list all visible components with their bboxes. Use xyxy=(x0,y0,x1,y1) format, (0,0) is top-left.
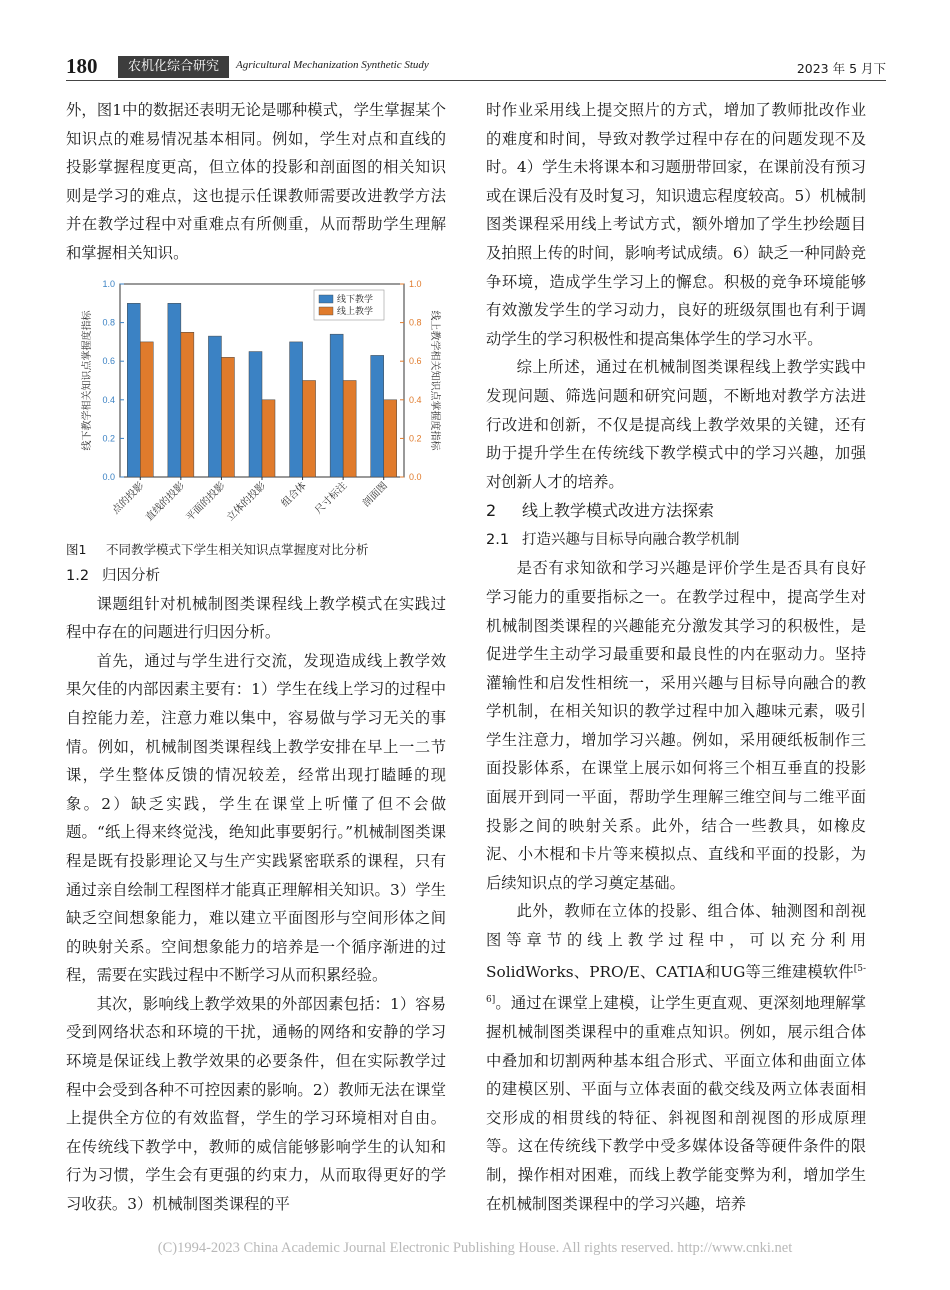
section-title: 打造兴趣与目标导向融合教学机制 xyxy=(522,532,740,549)
copyright-footer: (C)1994-2023 China Academic Journal Electronic Publishing House. All rights reserved. http://www.cnki.net xyxy=(157,1240,793,1256)
x-tick-label: 立体的投影 xyxy=(224,479,269,524)
bar-online xyxy=(181,332,194,477)
figure-1 xyxy=(66,274,446,536)
y-tick-label-left: 0.2 xyxy=(102,432,115,443)
y-tick-label-left: 1.0 xyxy=(102,278,115,289)
y-tick-label-right: 1.0 xyxy=(409,278,422,289)
bar-online xyxy=(262,399,275,476)
page-number: 180 xyxy=(66,54,98,78)
bar-online xyxy=(303,380,316,477)
legend-swatch xyxy=(319,307,333,315)
paragraph-text: 。通过在课堂上建模，让学生更直观、更深刻地理解掌握机械制图类课程中的重难点知识。例如，展示组合体中叠加和切割两种基本组合形式、平面立体和曲面立体的建模区别、平面与立体表面的截交线及两立体表面相交形成的相贯线的特征、斜视图和剖视图的形成原理等。这在传统线下教学中受多媒体设备等硬件条件的限制，操作相对困难，而线上教学能变弊为利，增加学生在机械制图类课程中的学习兴趣，培养 xyxy=(486,994,866,1213)
bar-offline xyxy=(290,341,303,476)
x-tick-label: 组合体 xyxy=(279,479,309,509)
x-tick-label: 点的投影 xyxy=(110,479,147,516)
y-tick-label-right: 0.0 xyxy=(409,471,422,482)
section-heading-2 xyxy=(486,496,866,526)
y-axis-label-left: 线下教学相关知识点掌握度指标 xyxy=(82,310,93,451)
paragraph: 课题组针对机械制图类课程线上教学模式在实践过程中存在的问题进行归因分析。 xyxy=(66,594,446,642)
y-tick-label-left: 0.0 xyxy=(102,471,115,482)
section-title: 线上教学模式改进方法探索 xyxy=(522,501,715,521)
bar-offline xyxy=(371,355,384,477)
legend-swatch xyxy=(319,295,333,303)
journal-name-en: Agricultural Mechanization Synthetic Study xyxy=(236,59,429,71)
y-tick-label-right: 0.2 xyxy=(409,432,422,443)
section-number: 2.1 xyxy=(486,532,510,549)
y-axis-label-right: 线上教学相关知识点掌握度指标 xyxy=(429,310,440,451)
y-tick-label-right: 0.8 xyxy=(409,317,422,328)
y-tick-label-left: 0.4 xyxy=(102,394,115,405)
bar-offline xyxy=(249,351,262,476)
section-number: 1.2 xyxy=(66,567,90,584)
legend-label: 线下教学 xyxy=(337,294,374,305)
section-title: 归因分析 xyxy=(102,567,160,584)
bar-offline xyxy=(330,334,343,477)
page-header xyxy=(66,52,886,80)
paragraph: 首先，通过与学生进行交流，发现造成线上教学效果欠佳的内部因素主要有：1）学生在线上学习的过程中自控能力差，注意力难以集中，容易做与学习无关的事情。例如，机械制图类课程线上教学安排在早上一二节课，学生整体反馈的情况较差，经常出现打瞌睡的现象。2）缺乏实践，学生在课堂上听懂了但不会做题。“纸上得来终觉浅，绝知此事要躬行。”机械制图类课程是既有投影理论又与生产实践紧密联系的课程，只有通过亲自绘制工程图样才能真正理解相关知识。3）学生缺乏空间想象能力，难以建立平面图形与空间形体之间的映射关系。空间想象能力的培养是一个循序渐进的过程，需要在实践过程中不断学习从而积累经验。 xyxy=(66,651,446,985)
x-tick-label: 尺寸标注 xyxy=(313,479,350,516)
x-tick-label: 直线的投影 xyxy=(143,479,187,524)
y-tick-label-right: 0.6 xyxy=(409,355,422,366)
y-tick-label-left: 0.8 xyxy=(102,317,115,328)
left-column xyxy=(66,96,446,1219)
y-tick-label-right: 0.4 xyxy=(409,394,422,405)
citation-ref: [5-6] xyxy=(486,963,866,1006)
figure-caption-number: 图1 xyxy=(66,541,87,557)
section-heading-1-2 xyxy=(66,562,446,590)
paragraph: 是否有求知欲和学习兴趣是评价学生是否具有良好学习能力的重要指标之一。在教学过程中，提高学生对机械制图类课程的兴趣能充分激发其学习的积极性，是促进学生主动学习最重要和最良性的内在驱动力。坚持灌输性和启发性相统一，采用兴趣与目标导向融合的教学机制，在相关知识的教学过程中加入趣味元素，吸引学生注意力，增加学习兴趣。例如，采用硬纸板制作三面投影体系，在课堂上展示如何将三个相互垂直的投影面展开到同一平面，帮助学生理解三维空间与二维平面投影之间的映射关系。此外，结合一些教具，如橡皮泥、小木棍和卡片等来模拟点、直线和平面的投影，为后续知识点的学习奠定基础。 xyxy=(486,559,866,892)
bar-offline xyxy=(127,303,140,477)
bar-chart xyxy=(66,274,446,536)
x-tick-label: 平面的投影 xyxy=(184,479,228,524)
figure-caption-text: 不同教学模式下学生相关知识点掌握度对比分析 xyxy=(106,541,369,557)
issue-date: 2023 年 5 月下 xyxy=(796,61,886,76)
paragraph: 时作业采用线上提交照片的方式，增加了教师批改作业的难度和时间，导致对教学过程中存在的问题发现不及时。4）学生未将课本和习题册带回家，在课前没有预习或在课后没有及时复习，知识遗忘程度较高。5）机械制图类课程采用线上考试方式，额外增加了学生抄绘题目及拍照上传的时间，影响考试成绩。6）缺乏一种同龄竞争环境，造成学生学习上的懈怠。积极的竞争环境能够有效激发学生的学习动力，良好的班级氛围也有利于调动学生的学习积极性和提高集体学生的学习水平。 xyxy=(486,101,866,348)
bar-online xyxy=(343,380,356,477)
figure-caption xyxy=(66,540,446,560)
right-column xyxy=(486,96,866,1218)
bar-offline xyxy=(208,336,221,477)
bar-offline xyxy=(168,303,181,477)
legend-label: 线上教学 xyxy=(337,306,374,317)
paragraph: 外，图1中的数据还表明无论是哪种模式，学生掌握某个知识点的难易情况基本相同。例如，学生对点和直线的投影掌握程度更高，但立体的投影和剖面图的相关知识则是学习的难点，这也提示任课教师需要改进教学方法并在教学过程中对重难点有所侧重，从而帮助学生理解和掌握相关知识。 xyxy=(66,101,446,262)
paragraph-text: 此外，教师在立体的投影、组合体、轴测图和剖视图等章节的线上教学过程中，可以充分利用SolidWorks、PRO/E、CATIA和UG等三维建模软件 xyxy=(486,902,866,981)
journal-name-cn: 农机化综合研究 xyxy=(118,56,229,78)
bar-online xyxy=(384,399,397,476)
header-rule xyxy=(66,80,886,81)
bar-online xyxy=(140,341,153,476)
section-number: 2 xyxy=(486,501,497,521)
x-tick-label: 剖面图 xyxy=(360,479,390,509)
section-heading-2-1 xyxy=(486,526,866,554)
y-tick-label-left: 0.6 xyxy=(102,355,115,366)
paragraph: 综上所述，通过在机械制图类课程线上教学实践中发现问题、筛选问题和研究问题，不断地对教学方法进行改进和创新，不仅是提高线上教学效果的关键，还有助于提升学生在传统线下教学模式中的学习兴趣，加强对创新人才的培养。 xyxy=(486,358,866,491)
paragraph: 其次，影响线上教学效果的外部因素包括：1）容易受到网络状态和环境的干扰，通畅的网络和安静的学习环境是保证线上教学效果的必要条件，但在实际教学过程中会受到各种不可控因素的影响。2）教师无法在课堂上提供全方位的有效监督，学生的学习环境相对自由。在传统线下教学中，教师的威信能够影响学生的认知和行为习惯，学生会有更强的约束力，从而取得更好的学习收获。3）机械制图类课程的平 xyxy=(66,994,446,1214)
bar-online xyxy=(221,357,234,477)
paragraph xyxy=(486,897,866,1218)
